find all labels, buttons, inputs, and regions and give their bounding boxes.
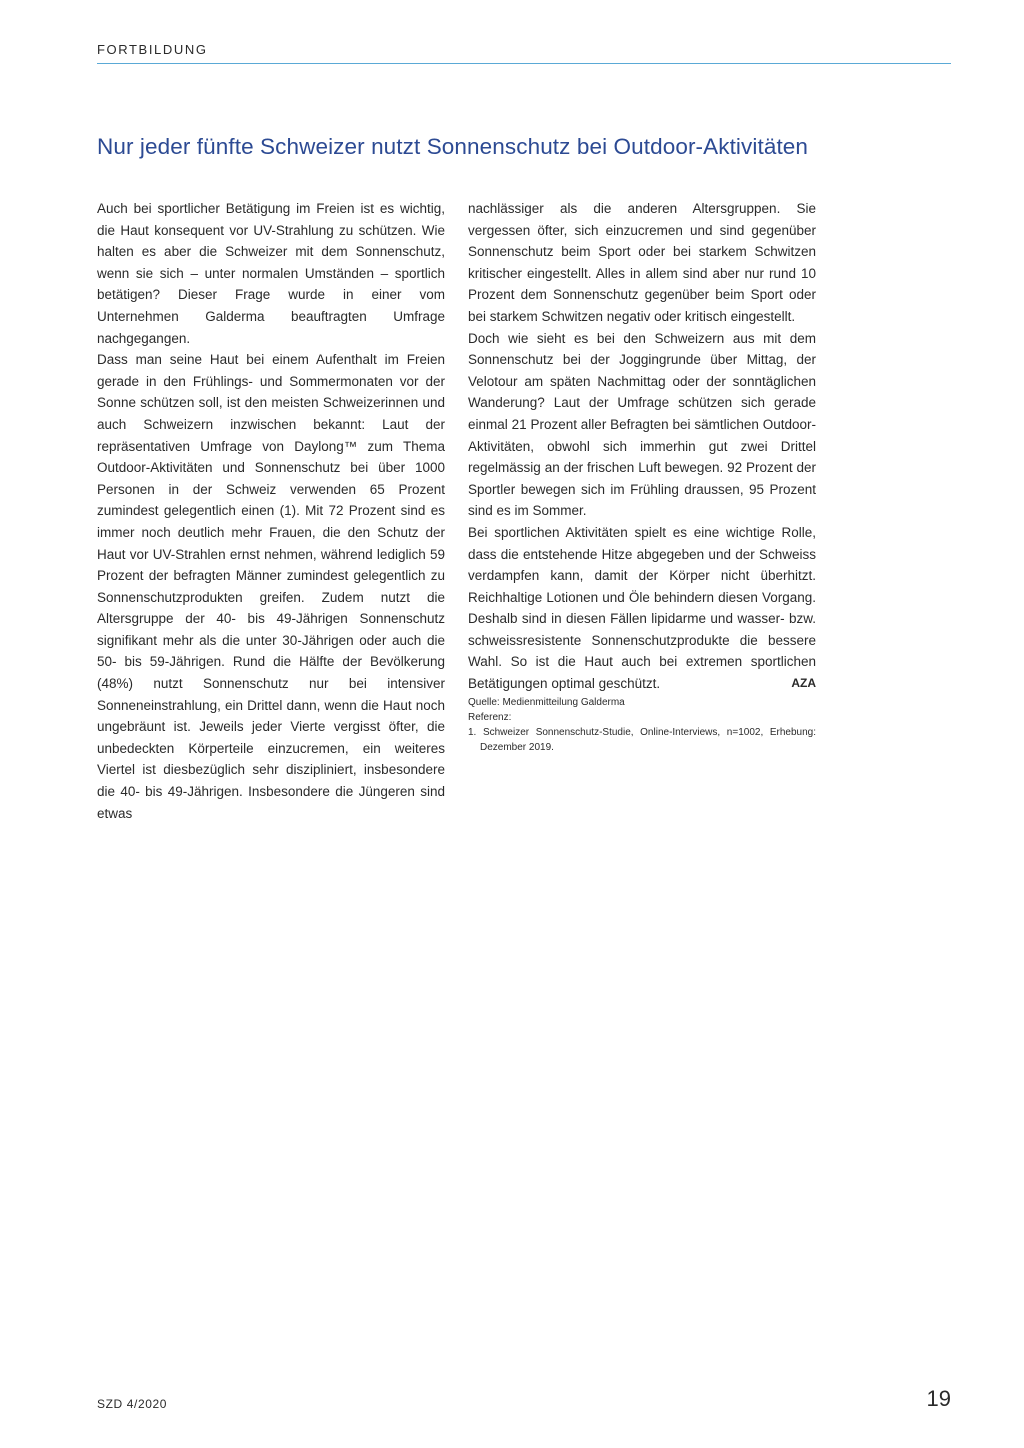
reference-heading: Referenz: xyxy=(468,711,512,723)
reference-item: 1. Schweizer Sonnenschutz-Studie, Online-Interviews, n=1002, Erhebung: Dezember 2019. xyxy=(468,726,816,753)
paragraph: Bei sportlichen Aktivitäten spielt es eine wichtige Rolle, dass die entstehende Hitze abgegeben und der Schweiss verdampfen kann, damit der Körper nicht überhitzt. Reichhaltige Lotionen und Öle behindern diesen Vorgang. Deshalb sind in diesen Fällen lipidarme und wasser- bzw. schweissresistente Sonnenschutzprodukte die bessere Wahl. So ist die Haut auch bei extremen sportlichen Betätigungen optimal geschützt. xyxy=(468,524,816,692)
article-title: Nur jeder fünfte Schweizer nutzt Sonnenschutz bei Outdoor-Aktivitäten xyxy=(97,134,809,159)
header-rule xyxy=(97,63,951,64)
author-initials: AZA xyxy=(791,676,816,691)
source-note: Quelle: Medienmitteilung Galderma xyxy=(468,696,625,708)
section-label: FORTBILDUNG xyxy=(97,42,208,57)
paragraph: Doch wie sieht es bei den Schweizern aus mit dem Sonnenschutz bei der Joggingrunde über Mittag, der Velotour am späten Nachmittag oder der sonntäglichen Wanderung? Laut der Umfrage schützen sich gerade einmal 21 Prozent aller Befragten bei sämtlichen Outdoor-Aktivitäten, obwohl sich immerhin gut zwei Drittel regelmässig an der frischen Luft bewegen. 92 Prozent der Sportler bewegen sich im Frühling draussen, 95 Prozent sind es im Sommer. xyxy=(468,330,816,519)
journal-issue: SZD 4/2020 xyxy=(97,1397,168,1411)
page-number: 19 xyxy=(926,1386,951,1411)
paragraph: nachlässiger als die anderen Altersgruppen. Sie vergessen öfter, sich einzucremen und sind gegenüber Sonnenschutz beim Sport oder bei starkem Schwitzen kritischer eingestellt. Alles in allem sind aber nur rund 10 Prozent dem Sonnenschutz gegenüber beim Sport oder bei starkem Schwitzen negativ oder kritisch eingestellt. xyxy=(468,201,816,324)
right-column xyxy=(468,198,816,755)
paragraph: Auch bei sportlicher Betätigung im Freien ist es wichtig, die Haut konsequent vor UV-Strahlung zu schützen. Wie halten es aber die Schweizer mit dem Sonnenschutz, wenn sie sich – unter normalen Umständen – sportlich betätigen? Dieser Frage wurde in einer vom Unternehmen Galderma beauftragten Umfrage nachgegangen. xyxy=(97,201,445,346)
paragraph: Dass man seine Haut bei einem Aufenthalt im Freien gerade in den Frühlings- und Sommermonaten vor der Sonne schützen soll, ist den meisten Schweizerinnen und auch Schweizern inzwischen bekannt: Laut der repräsentativen Umfrage von Daylong™ zum Thema Outdoor-Aktivitäten und Sonnenschutz bei über 1000 Personen in der Schweiz verwenden 65 Prozent zumindest gelegentlich einen (1). Mit 72 Prozent sind es immer noch deutlich mehr Frauen, die den Schutz der Haut vor UV-Strahlen ernst nehmen, während lediglich 59 Prozent der befragten Männer zumindest gelegentlich zu Sonnenschutzprodukten greifen. Zudem nutzt die Altersgruppe der 40- bis 49-Jährigen Sonnenschutz signifikant mehr als die unter 30-Jährigen oder auch die 50- bis 59-Jährigen. Rund die Hälfte der Bevölkerung (48%) nutzt Sonnenschutz nur bei intensiver Sonneneinstrahlung, ein Drittel dann, wenn die Haut noch ungebräunt ist. Jeweils jeder Vierte vergisst öfter, die unbedeckten Körperteile einzucremen, ein weiteres Viertel ist diesbezüglich sehr diszipliniert, insbesondere die 40- bis 49-Jährigen. Insbesondere die Jüngeren sind etwas xyxy=(97,352,445,821)
left-column xyxy=(97,198,445,824)
